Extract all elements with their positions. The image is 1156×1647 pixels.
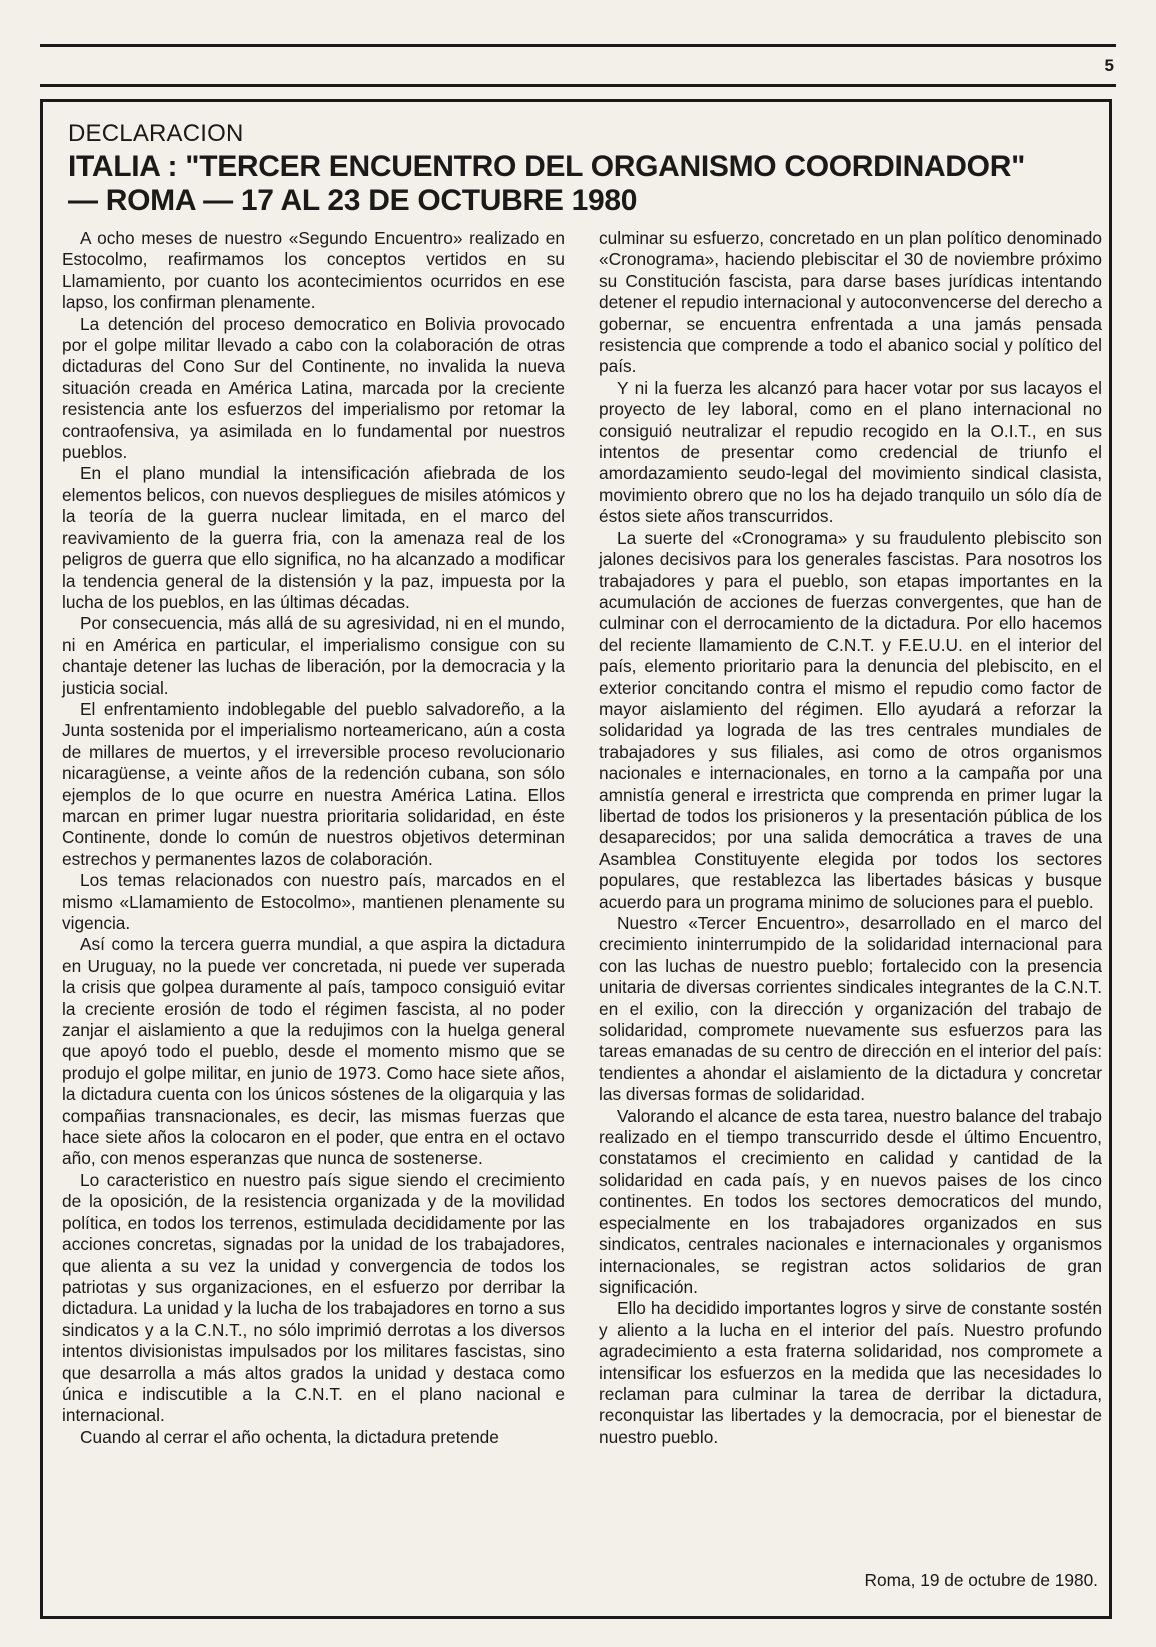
- top-rule: [40, 44, 1116, 47]
- paragraph: Ello ha decidido importantes logros y sirve de constante sostén y aliento a la lucha en el interior del país. Nuestro profundo agradecimiento a esta fraterna solidaridad, nos compromete a intensificar los esfuerzos en la medida que las necesidades lo reclaman para culminar la tarea de derribar la dictadura, reconquistar las libertades y la democracia, por el bienestar de nuestro pueblo.: [599, 1298, 1102, 1447]
- paragraph: Lo caracteristico en nuestro país sigue siendo el crecimiento de la oposición, de la resistencia organizada y de la movilidad política, en todos los terrenos, estimulada decididamente por las acciones concretas, signadas por la unidad de los trabajadores, que alienta a su vez la unidad y convergencia de todos los patriotas y sus organizaciones, en el esfuerzo por derribar la dictadura. La unidad y la lucha de los trabajadores en torno a sus sindicatos y a la C.N.T., no sólo imprimió derrotas a los diversos intentos divisionistas impulsados por los militares fascistas, sino que desarrolla a más altos grados la unidad y destaca como única e indiscutible a la C.N.T. en el plano nacional e internacional.: [62, 1169, 565, 1426]
- header-rule: [40, 84, 1116, 87]
- paragraph: Cuando al cerrar el año ochenta, la dictadura pretende: [80, 1426, 499, 1447]
- paragraph: La suerte del «Cronograma» y su fraudulento plebiscito son jalones decisivos para los generales fascistas. Para nosotros los trabajadores y para el pueblo, son etapas importantes en la acumulación de acciones de fuerzas convergentes, que han de culminar con el derrocamiento de la dictadura. Por ello hacemos del reciente llamamiento de C.N.T. y F.E.U.U. en el interior del país, elemento prioritario para la denuncia del plebiscito, en el exterior concitando contra el mismo el repudio como factor de mayor aislamiento del régimen. Ello ayudará a reforzar la solidaridad ya lograda de las tres centrales mundiales de trabajadores y sus filiales, asi como de otros organismos nacionales e internacionales, en torno a la campaña por una amnistía general e irrestricta que comprenda en primer lugar la libertad de todos los prisioneros y la presentación pública de los desaparecidos; por una salida democrática a traves de una Asamblea Constituyente elegida por todos los sectores populares, que restablezca las libertades básicas y busque acuerdo para un programa minimo de soluciones para el pueblo.: [599, 527, 1102, 912]
- headline-line-2: — ROMA — 17 AL 23 DE OCTUBRE 1980: [68, 184, 638, 217]
- left-column: [62, 228, 565, 1448]
- paragraph: El enfrentamiento indoblegable del pueblo salvadoreño, a la Junta sostenida por el imperialismo norteamericano, aún a costa de millares de muertos, y el irreversible proceso revolucionario nicaragüense, a veinte años de la redención cubana, son sólo ejemplos de lo que ocurre en nuestra América Latina. Ellos marcan en primer lugar nuestra prioritaria solidaridad, en éste Continente, donde lo común de nuestros objetivos determinan estrechos y permanentes lazos de colaboración.: [62, 698, 565, 869]
- paragraph: Los temas relacionados con nuestro país, marcados en el mismo «Llamamiento de Estocolmo», mantienen plenamente su vigencia.: [62, 870, 565, 933]
- paragraph: La detención del proceso democratico en Bolivia provocado por el golpe militar llevado a cabo con la colaboración de otras dictaduras del Cono Sur del Continente, no invalida la nueva situación creada en América Latina, marcada por la creciente resistencia ante los esfuerzos del imperialismo por retomar la contraofensiva, ya asimilada en lo fundamental por nuestros pueblos.: [62, 313, 565, 463]
- article-headline: [68, 150, 1098, 218]
- paragraph: Nuestro «Tercer Encuentro», desarrollado en el marco del crecimiento ininterrumpido de la solidaridad internacional para con las luchas de nuestro pueblo; fortalecido con la presencia unitaria de diversas corrientes sindicales integrantes de la C.N.T. en el exilio, con la dirección y organización del trabajo de solidaridad, compromete nuevamente sus esfuerzos para las tareas emanadas de su centro de dirección en el interior del país: tendientes a ahondar el aislamiento de la dictadura y concretar las diversas formas de solidaridad.: [599, 913, 1102, 1105]
- paragraph: Por consecuencia, más allá de su agresividad, ni en el mundo, ni en América en particular, el imperialismo consigue con su chantaje detener las luchas de liberación, por la democracia y la justicia social.: [62, 613, 565, 698]
- page-number: 5: [1104, 56, 1114, 75]
- right-column: [599, 228, 1102, 1448]
- paragraph: En el plano mundial la intensificación afiebrada de los elementos belicos, con nuevos despliegues de misiles atómicos y la teoría de la guerra nuclear limitada, en el marco del reavivamiento de la guerra fria, con la amenaza real de los peligros de guerra que ello significa, no ha alcanzado a modificar la tendencia general de la distensión y la paz, impuesta por la lucha de los pueblos, en las últimas décadas.: [62, 463, 565, 612]
- paragraph: Así como la tercera guerra mundial, a que aspira la dictadura en Uruguay, no la puede ver concretada, ni puede ver superada la crisis que golpea duramente al país, tampoco consiguió evitar la creciente erosión de todo el régimen fascista, al no poder zanjar el aislamiento a que la redujimos con la huelga general que apoyó todo el pueblo, desde el momento mismo que se produjo el golpe militar, en junio de 1973. Como hace siete años, la dictadura cuenta con los únicos sóstenes de la oligarquia y las compañias transnacionales, es decir, las mismas fuerzas que hace siete años la colocaron en el poder, que entra en el octavo año, con menos esperanzas que nunca de sostenerse.: [62, 934, 565, 1169]
- signoff-date: Roma, 19 de octubre de 1980.: [864, 1570, 1098, 1590]
- headline-line-1: ITALIA : "TERCER ENCUENTRO DEL ORGANISMO COORDINADOR": [68, 150, 1025, 183]
- article-kicker: DECLARACION: [68, 120, 244, 147]
- paragraph: A ocho meses de nuestro «Segundo Encuentro» realizado en Estocolmo, reafirmamos los conceptos vertidos en su Llamamiento, por cuanto los acontecimientos ocurridos en ese lapso, los confirman plenamente.: [62, 228, 565, 313]
- paragraph: Valorando el alcance de esta tarea, nuestro balance del trabajo realizado en el tiempo transcurrido desde el último Encuentro, constatamos el crecimiento en calidad y cantidad de la solidaridad en cada país, y en nuevos paises de los cinco continentes. En todos los sectores democraticos del mundo, especialmente en los trabajadores organizados en sus sindicatos, centrales nacionales e internacionales y organismos internacionales, se registran actos solidarios de gran significación.: [599, 1105, 1102, 1297]
- paragraph: Y ni la fuerza les alcanzó para hacer votar por sus lacayos el proyecto de ley laboral, como en el plano internacional no consiguió neutralizar el repudio recogido en la O.I.T., en sus intentos de presentar como credencial de triunfo el amordazamiento seudo-legal del movimiento sindical clasista, movimiento obrero que no los ha dejado tranquilo un sólo día de éstos siete años transcurridos.: [599, 377, 1102, 527]
- paragraph-continued: culminar su esfuerzo, concretado en un plan político denominado «Cronograma», haciendo plebiscitar el 30 de noviembre próximo su Constitución fascista, para darse bases jurídicas intentando detener el repudio internacional y autoconvencerse del derecho a gobernar, se encuentra enfrentada a una jamás pensada resistencia que comprende a todo el abanico social y político del país.: [599, 228, 1102, 377]
